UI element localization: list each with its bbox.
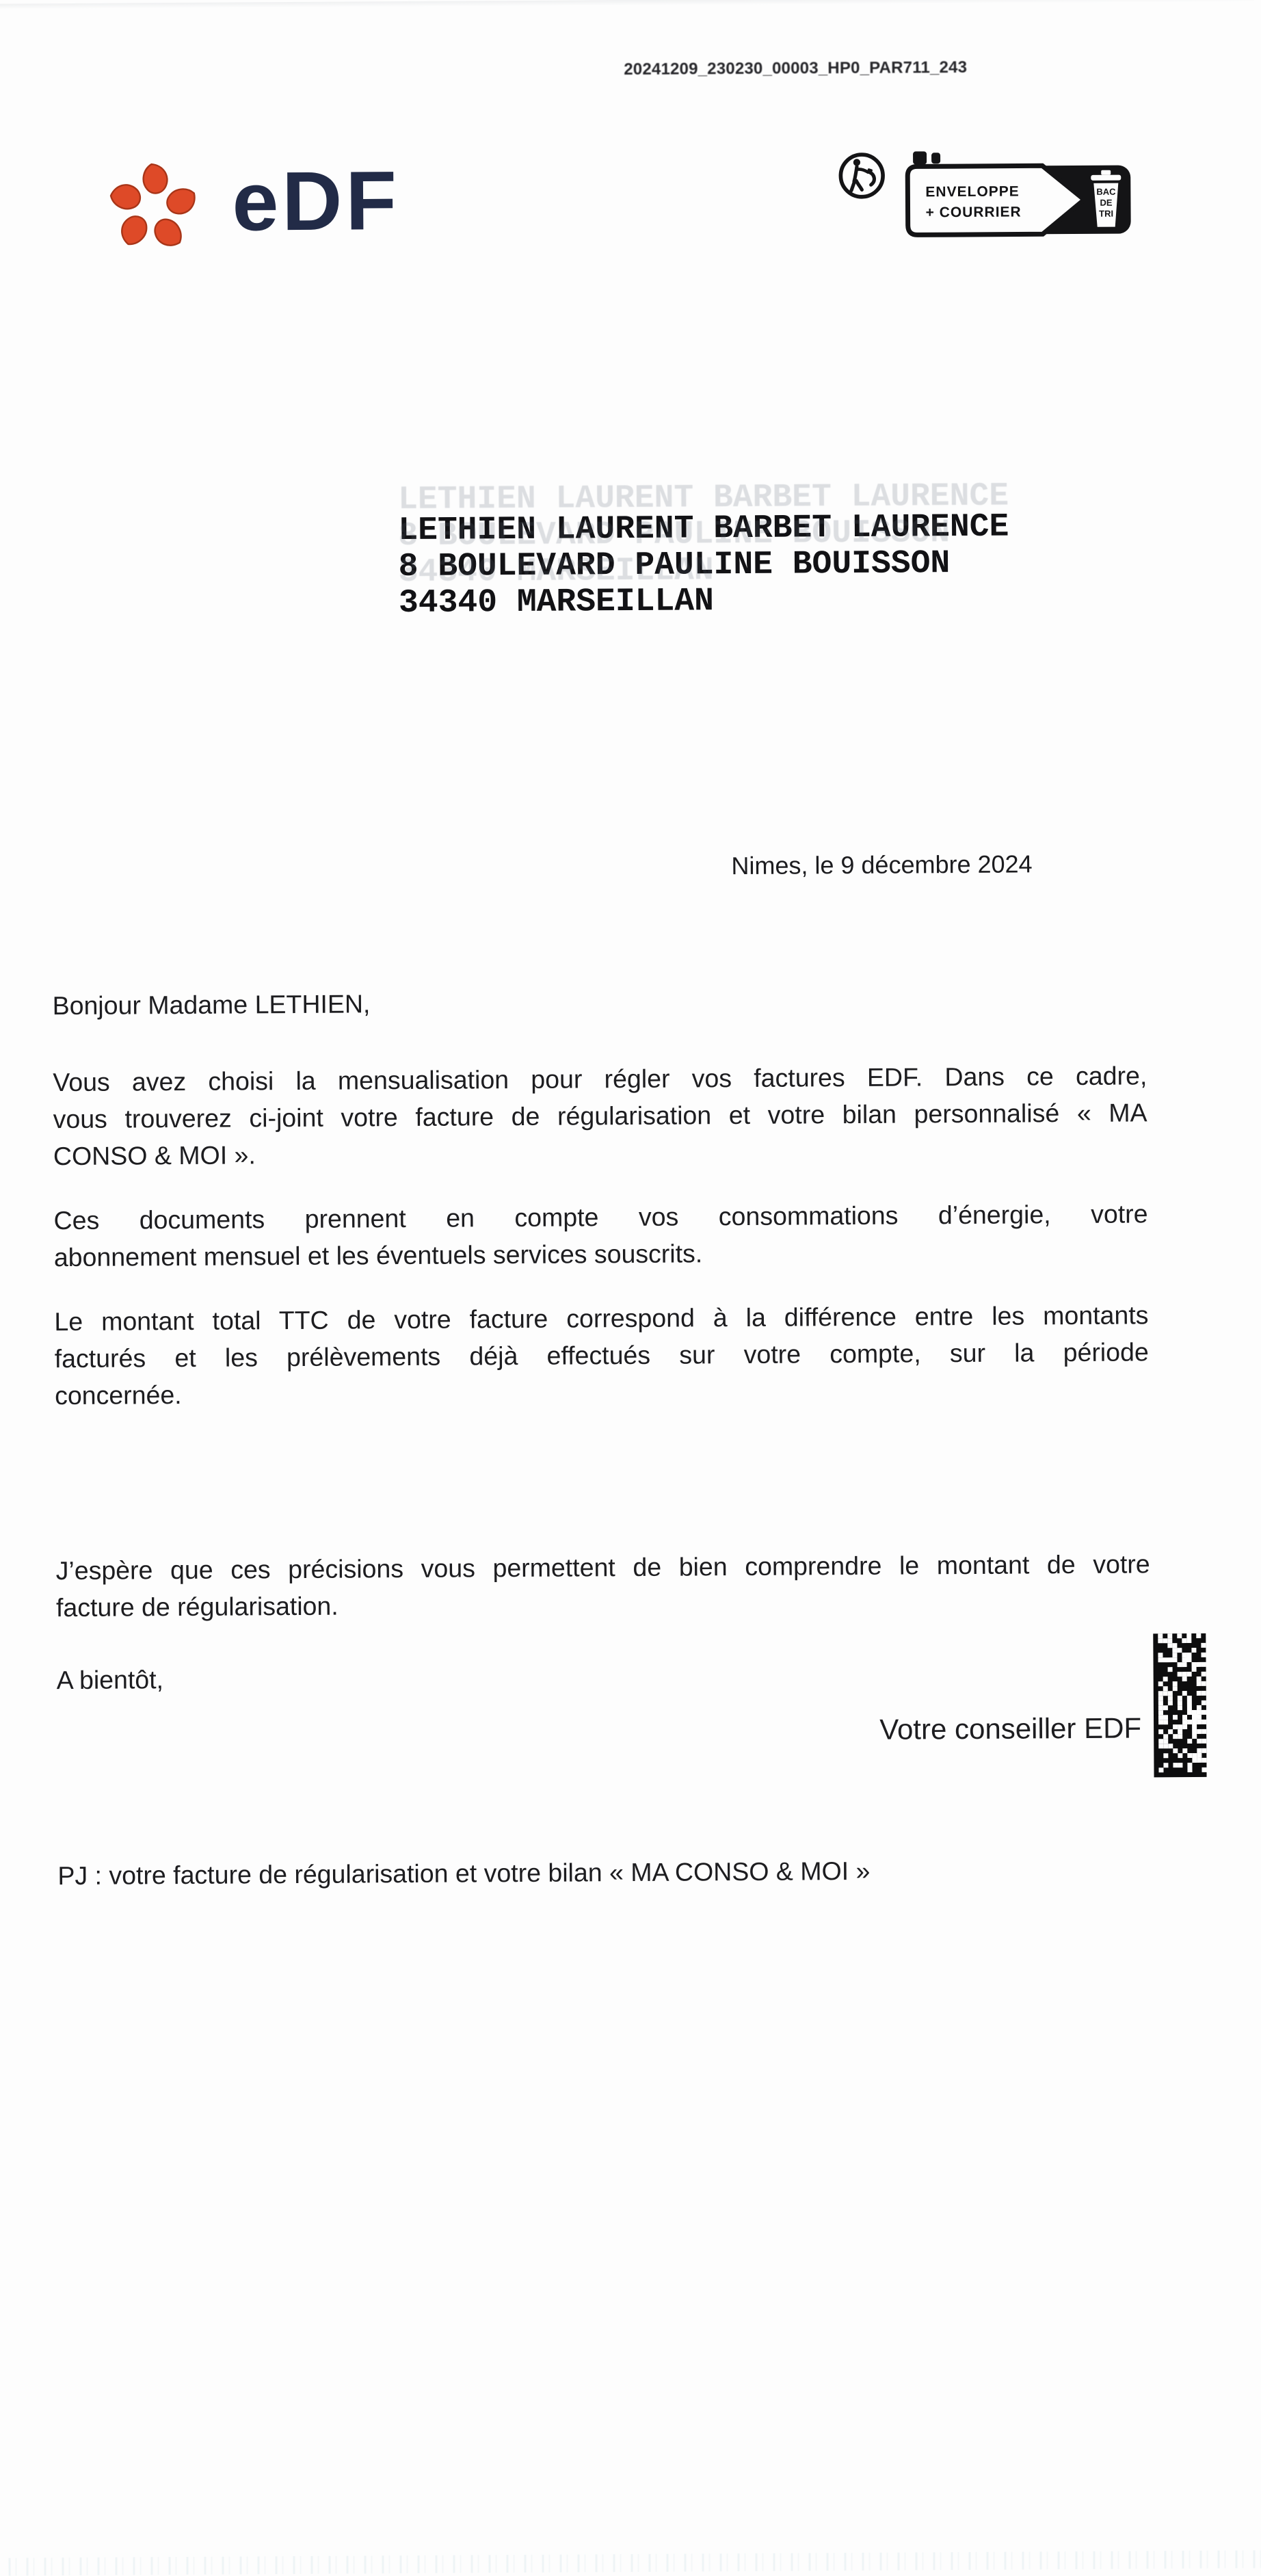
paragraph-mensualisation xyxy=(53,1057,1147,1174)
paragraph-line: Le montant total TTC de votre facture correspond à la différence entre les montants xyxy=(54,1300,1149,1337)
paragraph-line: Ces documents prennent en compte vos consommations d’énergie, votre xyxy=(53,1199,1148,1235)
bin-text-de: DE xyxy=(1100,197,1113,208)
recipient-address-block xyxy=(398,510,1009,622)
stamp-text-enveloppe: ENVELOPPE xyxy=(925,183,1020,200)
recipient-name: LETHIEN LAURENT BARBET LAURENCE xyxy=(398,508,1009,550)
bin-text-tri: TRI xyxy=(1099,208,1114,219)
paragraph-documents xyxy=(53,1195,1148,1276)
bin-text-bac: BAC xyxy=(1096,186,1116,197)
edf-logo xyxy=(98,145,401,263)
scan-artifact-bottom xyxy=(8,2550,1261,2575)
paragraph-line: J’espère que ces précisions vous permettent de bien comprendre le montant de votre xyxy=(55,1549,1150,1586)
paragraph-line: facturés et les prélèvements déjà effectués sur votre compte, sur la période xyxy=(54,1337,1149,1374)
edf-wordmark: eDF xyxy=(232,154,401,248)
attachment-line: PJ : votre facture de régularisation et votre bilan « MA CONSO & MOI » xyxy=(57,1856,871,1891)
datamatrix-code xyxy=(1153,1633,1206,1777)
salutation: Bonjour Madame LETHIEN, xyxy=(52,989,371,1021)
postage-recycling-mark xyxy=(836,148,1139,250)
date-line: Nimes, le 9 décembre 2024 xyxy=(731,850,1033,880)
recipient-city: 34340 MARSEILLAN xyxy=(398,583,715,622)
recipient-street: 8 BOULEVARD PAULINE BOUISSON xyxy=(398,545,951,586)
paragraph-line: CONSO & MOI ». xyxy=(53,1140,256,1171)
letter-body xyxy=(52,980,1152,1894)
signature-line: Votre conseiller EDF xyxy=(879,1711,1142,1746)
closing-line: A bientôt, xyxy=(56,1665,164,1695)
scan-artifact-top xyxy=(0,0,1254,10)
paragraph-line: facture de régularisation. xyxy=(55,1591,339,1622)
paragraph-line: concernée. xyxy=(54,1380,182,1410)
enveloppe-courrier-stamp xyxy=(902,148,1139,249)
stamp-text-courrier: + COURRIER xyxy=(925,204,1022,221)
edf-flame-icon xyxy=(98,146,208,263)
paragraph-line: abonnement mensuel et les éventuels services souscrits. xyxy=(53,1239,703,1272)
paragraph-line: Vous avez choisi la mensualisation pour régler vos factures EDF. Dans ce cadre, xyxy=(53,1061,1147,1097)
paragraph-espere xyxy=(56,1545,1151,1626)
paragraph-line: vous trouverez ci-joint votre facture de régularisation et votre bilan personnalisé « MA xyxy=(53,1098,1147,1134)
paragraph-montant xyxy=(54,1296,1149,1414)
recycling-tidyman-icon xyxy=(836,150,887,201)
document-reference: 20241209_230230_00003_HP0_PAR711_243 xyxy=(624,57,968,79)
